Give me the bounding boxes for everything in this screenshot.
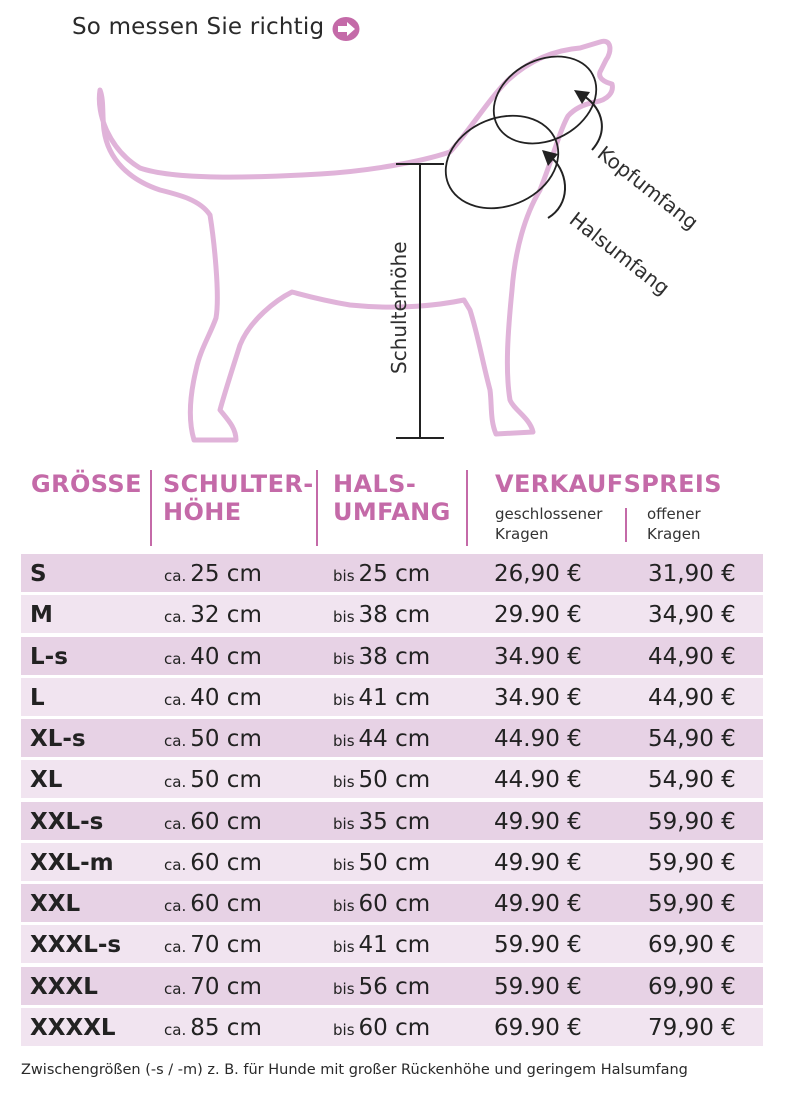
label-head-circumference: Kopfumfang [592,141,703,235]
table-row [21,678,763,716]
neck-value: 50 cm [358,767,431,794]
cell-price-open: 69,90 € [648,932,736,959]
cell-price-open: 54,90 € [648,767,736,794]
cell-shoulder-height [164,925,262,963]
label-shoulder-height: Schulterhöhe [387,241,411,374]
prefix-up-to: bis [333,897,355,915]
neck-value: 38 cm [358,602,431,629]
table-row [21,802,763,840]
cell-neck-circumference [333,843,430,881]
shoulder-value: 60 cm [190,808,262,835]
cell-neck-circumference [333,967,430,1005]
neck-value: 41 cm [358,684,431,711]
prefix-approx: ca. [164,608,187,627]
shoulder-value: 60 cm [190,891,262,917]
cell-price-closed: 49.90 € [494,891,582,917]
prefix-up-to: bis [333,773,355,792]
cell-shoulder-height [164,637,262,675]
neck-value: 60 cm [358,1014,431,1041]
cell-size: XXL [30,891,81,917]
table-row [21,925,763,963]
cell-price-open: 34,90 € [648,602,736,629]
header-neck-circumference: HALS- UMFANG [333,470,451,526]
table-row [21,554,763,592]
prefix-approx: ca. [164,1020,187,1039]
cell-neck-circumference [333,678,430,716]
cell-shoulder-height [164,843,262,881]
label-neck-circumference: Halsumfang [564,207,675,300]
table-row [21,967,763,1005]
column-divider [625,508,627,542]
prefix-up-to: bis [333,1020,355,1039]
header-price: VERKAUFSPREIS [495,470,722,498]
cell-shoulder-height [164,802,262,840]
cell-price-open: 79,90 € [648,1014,736,1041]
table-row [21,760,763,798]
neck-value: 41 cm [358,932,431,959]
dog-outline [99,41,612,440]
prefix-up-to: bis [333,814,355,833]
cell-size: XL [30,767,63,794]
cell-price-closed: 44.90 € [494,726,582,752]
header-size: GRÖSSE [31,470,142,498]
column-divider [466,470,468,546]
prefix-approx: ca. [164,814,187,833]
cell-shoulder-height [164,678,262,716]
cell-size: XXXL-s [30,932,122,959]
cell-price-closed: 34.90 € [494,643,582,670]
cell-neck-circumference [333,925,430,963]
cell-neck-circumference [333,554,430,592]
column-divider [150,470,152,546]
neck-value: 56 cm [358,973,431,1000]
cell-size: XXXL [30,973,98,1000]
cell-shoulder-height [164,719,262,757]
shoulder-value: 32 cm [190,602,262,629]
cell-neck-circumference [333,1008,430,1046]
header-price-open: offener Kragen [647,505,701,543]
prefix-up-to: bis [333,938,355,957]
cell-shoulder-height [164,554,262,592]
table-row [21,884,763,922]
shoulder-value: 85 cm [190,1014,262,1041]
neck-value: 38 cm [358,643,431,670]
prefix-up-to: bis [333,690,355,709]
cell-neck-circumference [333,637,430,675]
cell-price-open: 69,90 € [648,973,736,1000]
cell-price-closed: 59.90 € [494,932,582,959]
cell-shoulder-height [164,967,262,1005]
table-row [21,1008,763,1046]
table-row [21,843,763,881]
cell-size: XL-s [30,726,86,752]
cell-price-closed: 29.90 € [494,602,582,629]
cell-price-closed: 44.90 € [494,767,582,794]
shoulder-value: 25 cm [190,561,262,587]
prefix-approx: ca. [164,855,187,874]
shoulder-value: 60 cm [190,849,262,876]
prefix-up-to: bis [333,732,355,750]
neck-value: 25 cm [358,561,431,587]
shoulder-value: 50 cm [190,726,262,752]
prefix-approx: ca. [164,649,187,668]
cell-size: L-s [30,643,68,670]
cell-price-closed: 49.90 € [494,808,582,835]
prefix-up-to: bis [333,979,355,998]
footnote: Zwischengrößen (-s / -m) z. B. für Hunde mit großer Rückenhöhe und geringem Halsumfang [21,1062,688,1078]
size-table-header [0,464,785,554]
cell-shoulder-height [164,1008,262,1046]
shoulder-value: 70 cm [190,973,262,1000]
neck-value: 50 cm [358,849,431,876]
size-table-body [21,554,763,1049]
cell-neck-circumference [333,760,430,798]
cell-size: XXL-s [30,808,104,835]
table-row [21,637,763,675]
cell-price-closed: 69.90 € [494,1014,582,1041]
cell-price-open: 54,90 € [648,726,736,752]
cell-price-closed: 59.90 € [494,973,582,1000]
cell-shoulder-height [164,760,262,798]
shoulder-value: 40 cm [190,643,262,670]
prefix-approx: ca. [164,979,187,998]
cell-price-open: 31,90 € [648,561,736,587]
head-circumference-ring [479,39,612,160]
cell-neck-circumference [333,802,430,840]
table-row [21,719,763,757]
cell-size: L [30,684,45,711]
prefix-approx: ca. [164,567,187,585]
table-row [21,595,763,633]
header-price-closed: geschlossener Kragen [495,505,603,543]
prefix-up-to: bis [333,649,355,668]
cell-shoulder-height [164,595,262,633]
header-shoulder-height: SCHULTER- HÖHE [163,470,314,526]
cell-price-closed: 26,90 € [494,561,582,587]
prefix-approx: ca. [164,732,187,750]
cell-neck-circumference [333,719,430,757]
shoulder-value: 40 cm [190,684,262,711]
cell-size: XXXXL [30,1014,116,1041]
shoulder-value: 70 cm [190,932,262,959]
neck-value: 35 cm [358,808,431,835]
neck-value: 60 cm [358,891,431,917]
cell-size: XXL-m [30,849,114,876]
cell-price-open: 44,90 € [648,643,736,670]
cell-neck-circumference [333,884,430,922]
prefix-approx: ca. [164,690,187,709]
cell-price-closed: 49.90 € [494,849,582,876]
prefix-up-to: bis [333,855,355,874]
neck-value: 44 cm [358,726,431,752]
shoulder-value: 50 cm [190,767,262,794]
prefix-approx: ca. [164,938,187,957]
page-title: So messen Sie richtig [72,14,325,40]
column-divider [316,470,318,546]
cell-price-closed: 34.90 € [494,684,582,711]
cell-price-open: 59,90 € [648,849,736,876]
cell-price-open: 59,90 € [648,808,736,835]
cell-size: M [30,602,53,629]
cell-price-open: 59,90 € [648,891,736,917]
prefix-approx: ca. [164,773,187,792]
prefix-approx: ca. [164,897,187,915]
cell-size: S [30,561,47,587]
dog-measurement-diagram [0,0,785,460]
cell-neck-circumference [333,595,430,633]
prefix-up-to: bis [333,567,355,585]
cell-price-open: 44,90 € [648,684,736,711]
prefix-up-to: bis [333,608,355,627]
cell-shoulder-height [164,884,262,922]
